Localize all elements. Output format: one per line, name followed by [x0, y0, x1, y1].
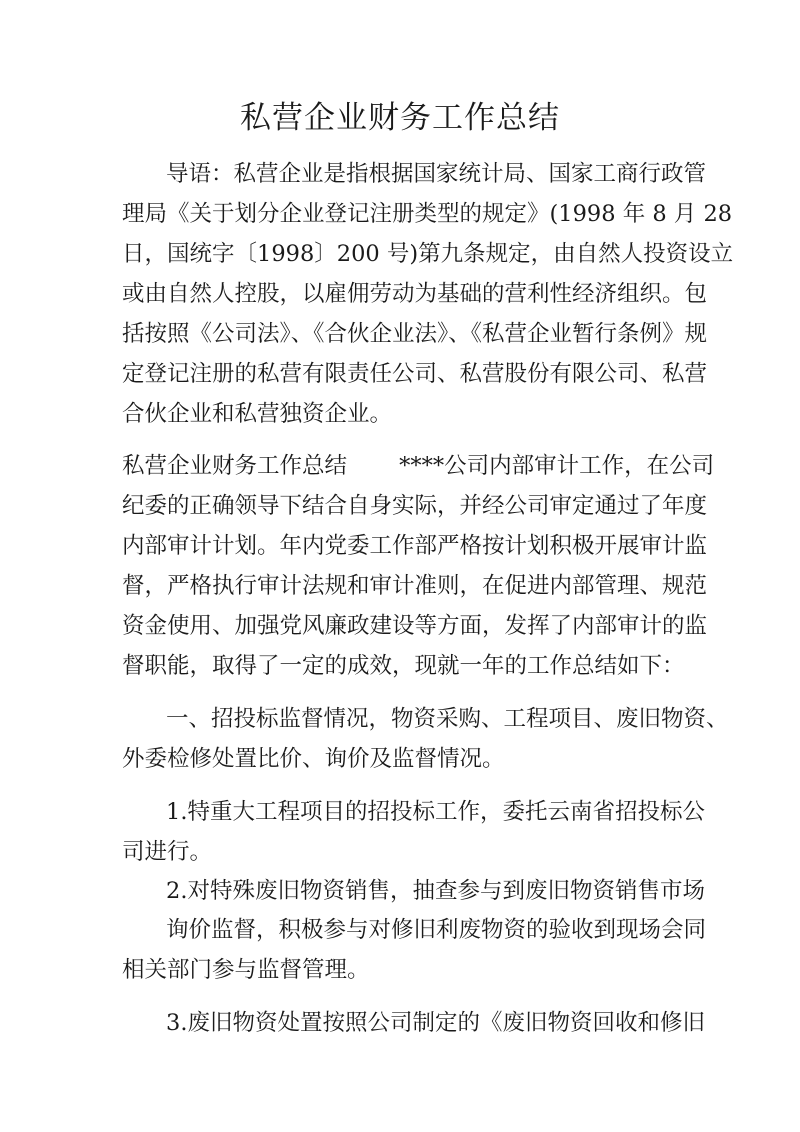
paragraph-line: 司进行。	[122, 839, 213, 865]
paragraph-line: 理局《关于划分企业登记注册类型的规定》(1998 年 8 月 28	[122, 201, 733, 227]
document-title: 私营企业财务工作总结	[240, 100, 560, 136]
paragraph-line: 督职能，取得了一定的成效，现就一年的工作总结如下：	[122, 653, 685, 679]
paragraph-line: 私营企业财务工作总结 ****公司内部审计工作，在公司	[122, 453, 715, 479]
paragraph-line: 日，国统字〔1998〕200 号)第九条规定，由自然人投资设立	[122, 241, 734, 267]
paragraph-line: 导语：私营企业是指根据国家统计局、国家工商行政管	[166, 161, 707, 187]
paragraph-line: 外委检修处置比价、询价及监督情况。	[122, 746, 505, 772]
paragraph-line: 或由自然人控股，以雇佣劳动为基础的营利性经济组织。包	[122, 281, 708, 307]
paragraph-line: 3.废旧物资处置按照公司制定的《废旧物资回收和修旧	[166, 1010, 705, 1036]
paragraph-line: 督，严格执行审计法规和审计准则，在促进内部管理、规范	[122, 573, 708, 599]
paragraph-line: 合伙企业和私营独资企业。	[122, 401, 393, 427]
paragraph-line: 相关部门参与监督管理。	[122, 957, 370, 983]
paragraph-line: 内部审计计划。年内党委工作部严格按计划积极开展审计监	[122, 533, 708, 559]
paragraph-line: 1.特重大工程项目的招投标工作，委托云南省招投标公	[166, 799, 705, 825]
paragraph-line: 询价监督，积极参与对修旧利废物资的验收到现场会同	[166, 917, 707, 943]
paragraph-line: 一、招投标监督情况，物资采购、工程项目、废旧物资、	[166, 706, 729, 732]
paragraph-line: 定登记注册的私营有限责任公司、私营股份有限公司、私营	[122, 361, 708, 387]
paragraph-line: 括按照《公司法》、《合伙企业法》、《私营企业暂行条例》规	[122, 321, 708, 347]
paragraph-line: 2.对特殊废旧物资销售，抽查参与到废旧物资销售市场	[166, 878, 705, 904]
paragraph-line: 纪委的正确领导下结合自身实际，并经公司审定通过了年度	[122, 493, 708, 519]
paragraph-line: 资金使用、加强党风廉政建设等方面，发挥了内部审计的监	[122, 613, 708, 639]
